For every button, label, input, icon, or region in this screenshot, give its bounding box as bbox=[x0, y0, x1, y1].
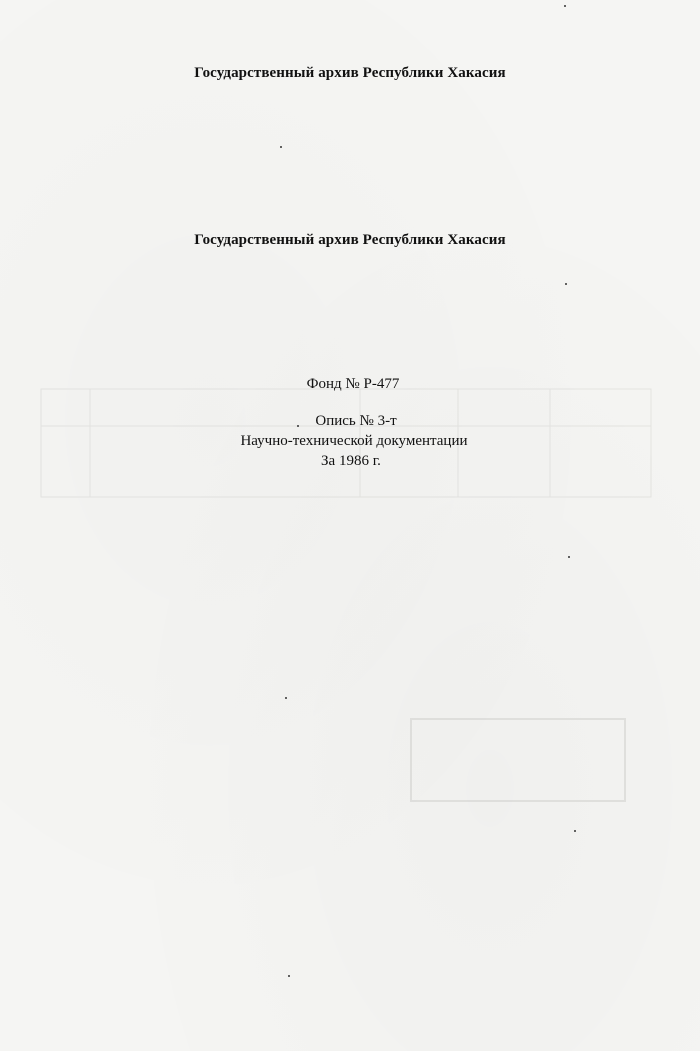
show-through-stamp bbox=[410, 718, 626, 802]
dust-speck bbox=[564, 5, 566, 7]
dust-speck bbox=[568, 556, 570, 558]
fund-number: Фонд № Р-477 bbox=[306, 376, 400, 392]
dust-speck bbox=[285, 697, 287, 699]
dust-speck bbox=[280, 146, 282, 148]
archive-title-repeat: Государственный архив Республики Хакасия bbox=[194, 232, 506, 248]
dust-speck bbox=[565, 283, 567, 285]
archive-title: Государственный архив Республики Хакасия bbox=[194, 65, 506, 81]
inventory-number: Опись № 3-т bbox=[315, 413, 397, 429]
period: За 1986 г. bbox=[321, 453, 381, 469]
inventory-block bbox=[0, 374, 700, 471]
dust-speck bbox=[288, 975, 290, 977]
dust-speck bbox=[574, 830, 576, 832]
documentation-type: Научно-технической документации bbox=[240, 433, 468, 449]
